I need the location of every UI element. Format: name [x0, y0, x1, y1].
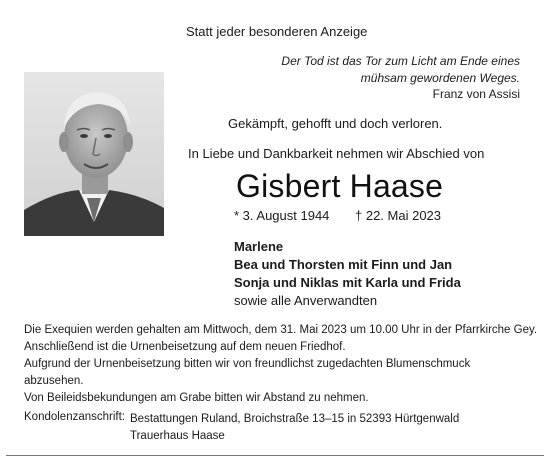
quote-line: mühsam gewordenen Weges. — [360, 71, 520, 85]
info-line: Aufgrund der Urnenbeisetzung bitten wir von freundlichst zugedachten Blumenschmuck — [24, 358, 471, 370]
mourners-list — [234, 238, 461, 310]
mourner-name: Sonja und Niklas mit Karla und Frida — [234, 275, 461, 290]
motto: Gekämpft, gehofft und doch verloren. — [228, 116, 443, 131]
condolence-line: Bestattungen Ruland, Broichstraße 13–15 in 52393 Hürtgenwald — [130, 413, 460, 425]
info-line: Anschließend ist die Urnenbeisetzung auf dem neuen Friedhof. — [24, 341, 346, 353]
quote-line: Der Tod ist das Tor zum Licht am Ende eines — [281, 54, 520, 68]
info-line: Die Exequien werden gehalten am Mittwoch, dem 31. Mai 2023 um 10.00 Uhr in der Pfarrkirche Gey. — [24, 324, 538, 336]
mourner-name: Bea und Thorsten mit Finn und Jan — [234, 257, 453, 272]
info-line: Von Beileidsbekundungen am Grabe bitten wir Abstand zu nehmen. — [24, 392, 369, 404]
mourner-name: Marlene — [234, 239, 284, 254]
condolence-line: Trauerhaus Haase — [130, 430, 225, 442]
condolence-address — [130, 411, 459, 445]
condolence-label: Kondolenzanschrift: — [24, 411, 126, 423]
notice-header: Statt jeder besonderen Anzeige — [186, 24, 368, 39]
death-date: † 22. Mai 2023 — [355, 208, 442, 223]
birth-date: * 3. August 1944 — [234, 208, 330, 223]
quote — [281, 53, 520, 87]
portrait-photo — [24, 72, 164, 236]
intro-text: In Liebe und Dankbarkeit nehmen wir Abschied von — [188, 146, 485, 161]
deceased-name: Gisbert Haase — [236, 168, 444, 204]
portrait-image — [24, 72, 164, 236]
info-line: abzusehen. — [24, 375, 84, 387]
relatives-line: sowie alle Anverwandten — [234, 293, 378, 308]
ceremony-info — [24, 322, 537, 407]
quote-author: Franz von Assisi — [432, 87, 520, 101]
